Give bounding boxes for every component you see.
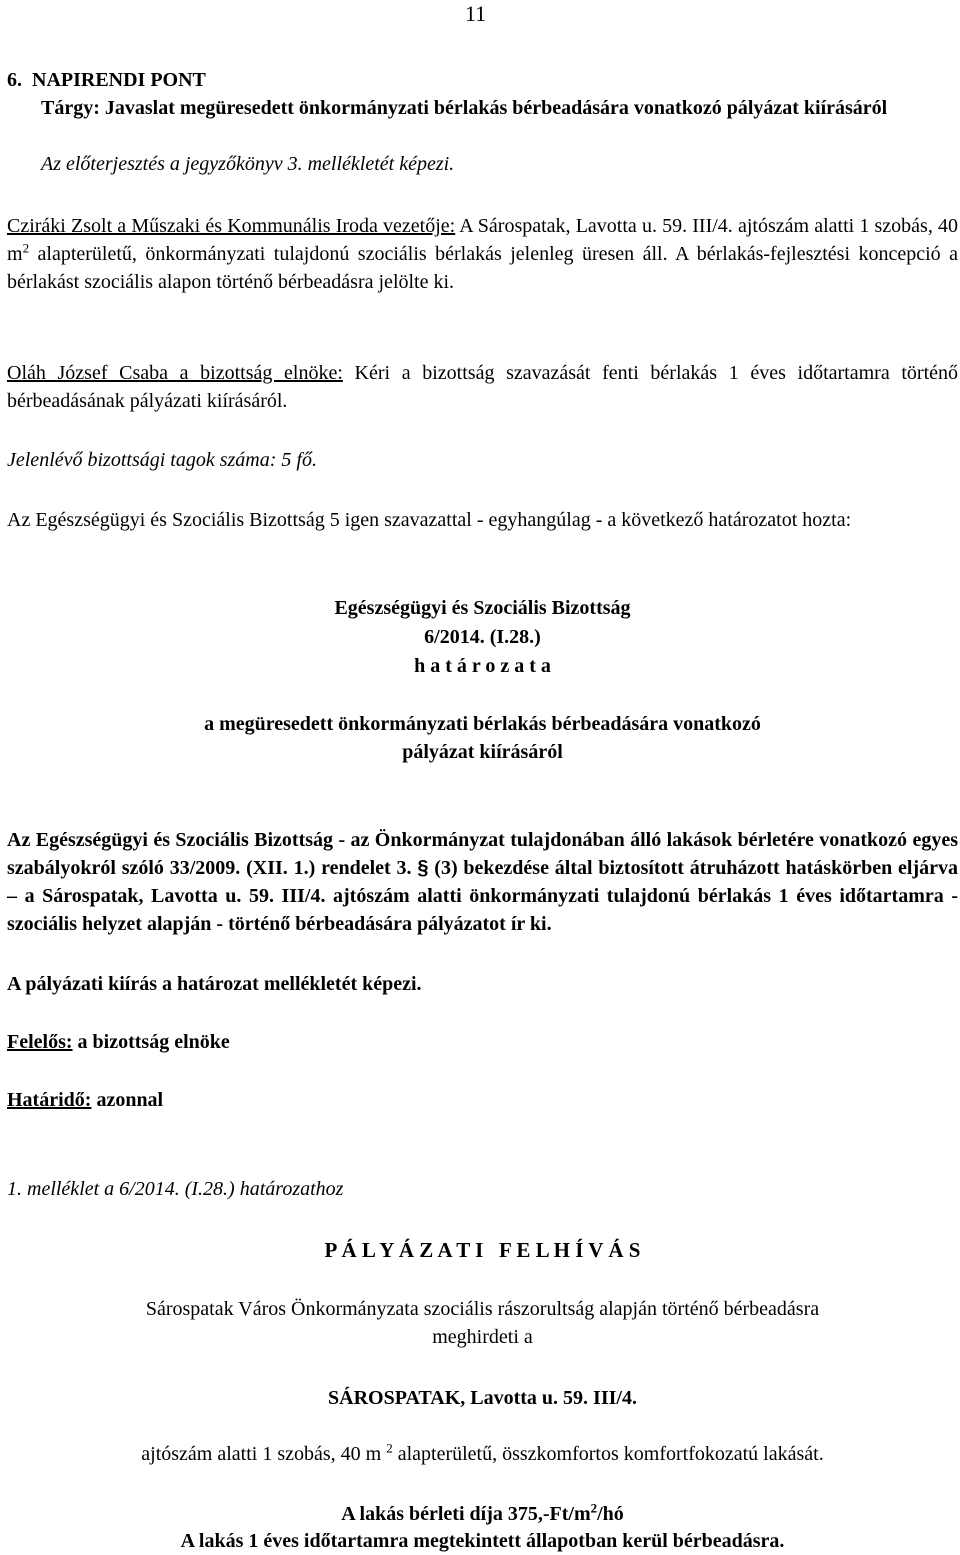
annex-reference: 1. melléklet a 6/2014. (I.28.) határozathoz (7, 1178, 344, 1200)
desc-text: ajtószám alatti 1 szobás, 40 m (141, 1443, 387, 1465)
paragraph-text: A bérlakás-fejlesztési koncepció a bérlakást szociális alapon történő bérbeadásra jelölte ki. (7, 243, 958, 293)
resolution-topic-line: a megüresedett önkormányzati bérlakás bérbeadására vonatkozó (204, 713, 761, 735)
superscript: 2 (386, 1440, 393, 1456)
deadline (7, 1086, 958, 1114)
paragraph-text: alapterületű, önkormányzati tulajdonú szociális bérlakás jelenleg üresen áll. (29, 243, 668, 265)
paragraph-text: Kéri a bizottság szavazását fenti bérlakás 1 éves időtartamra történő bérbeadásának pályázati kiírásáról. (7, 362, 958, 412)
resolution-number: 6/2014. (I.28.) (424, 626, 541, 648)
resolution-header (7, 594, 958, 681)
desc-text: alapterületű, összkomfortos komfortfokozatú lakását. (392, 1443, 824, 1465)
responsible-label: Felelős: (7, 1031, 73, 1053)
superscript: 2 (590, 1500, 598, 1516)
lease-term: A lakás 1 éves időtartamra megtekintett állapotban kerül bérbeadásra. (180, 1530, 785, 1552)
agenda-item-header (7, 66, 958, 122)
property-address: SÁROSPATAK, Lavotta u. 59. III/4. (328, 1387, 637, 1409)
resolution-text-part: Az Egészségügyi és Szociális Bizottság - az Önkormányzat tulajdonában álló lakások bérletére vonatkozó egyes szabályokról szóló 33/2009. (XII. 1.) rendelet 3. (7, 829, 958, 879)
agenda-heading: 6. NAPIRENDI PONT (7, 69, 206, 91)
resolution-label: h a t á r o z a t a (414, 655, 551, 677)
rent-text: /hó (597, 1503, 624, 1525)
vote-statement: Az Egészségügyi és Szociális Bizottság 5 igen szavazattal - egyhangúlag - a következő határozatot hozta: (7, 509, 852, 531)
rent-text: A lakás bérleti díja 375,-Ft/m (341, 1503, 591, 1525)
speaker-olah: Oláh József Csaba a bizottság elnöke: (7, 362, 343, 384)
resolution-topic (7, 710, 958, 766)
resolution-text-part: (3) bekezdése által biztosított átruházott hatáskörben eljárva (428, 857, 959, 879)
deadline-value: azonnal (91, 1089, 164, 1111)
responsible (7, 1028, 958, 1056)
property-description (7, 1440, 958, 1468)
responsible-value: a bizottság elnöke (72, 1031, 230, 1053)
agenda-subject: Tárgy: Javaslat megüresedett önkormányzati bérlakás bérbeadására vonatkozó pályázat kiírásáról (41, 97, 888, 119)
call-intro-line: meghirdeti a (432, 1326, 533, 1348)
call-intro (7, 1295, 958, 1351)
call-title: P Á L Y Á Z A T I F E L H Í V Á S (324, 1238, 641, 1262)
rent-fee (7, 1500, 958, 1528)
resolution-text-part: a Sárospatak, Lavotta u. 59. III/4. ajtószám alatti önkormányzati tulajdonú bérlakás 1 éves időtartamra - szociális helyzet alapján - történő bérbeadására pályázatot ír ki. (7, 885, 958, 935)
superscript: 2 (22, 240, 30, 256)
page-number: 11 (465, 1, 487, 26)
deadline-label: Határidő: (7, 1089, 92, 1111)
present-members: Jelenlévő bizottsági tagok száma: 5 fő. (7, 449, 317, 471)
dash: – (7, 885, 17, 907)
speaker-cziraki: Cziráki Zsolt a Műszaki és Kommunális Iroda vezetője: (7, 215, 456, 237)
annex-note: A pályázati kiírás a határozat mellékletét képezi. (7, 973, 422, 995)
call-intro-line: Sárospatak Város Önkormányzata szociális rászorultság alapján történő bérbeadásra (145, 1298, 820, 1320)
agenda-note: Az előterjesztés a jegyzőkönyv 3. mellékletét képezi. (41, 153, 455, 175)
resolution-topic-line: pályázat kiírásáról (402, 741, 563, 763)
resolution-body: Egészségügyi és Szociális Bizottság (334, 597, 631, 619)
paragraph-cziraki (7, 212, 958, 296)
paragraph-olah (7, 359, 958, 415)
paragraph-text: A Sárospatak, Lavotta u. 59. III/4. ajtószám alatti 1 szobás, 40 m (7, 215, 958, 265)
section-sign: § (417, 857, 429, 879)
resolution-text (7, 826, 958, 938)
